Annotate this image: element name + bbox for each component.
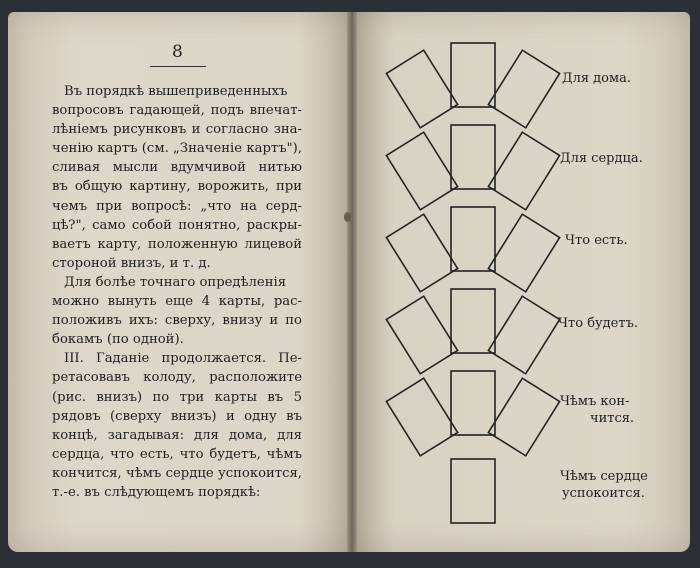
card-outline xyxy=(488,214,559,292)
card-outline xyxy=(386,132,457,210)
text-line: ченiю картъ (см. „Значенiе картъ"), xyxy=(52,141,302,157)
text-line: ретасовавъ колоду, расположите xyxy=(52,370,302,386)
row-label-outcome xyxy=(560,393,634,427)
card-outline xyxy=(386,50,457,128)
row-label-heart-rest xyxy=(560,468,648,502)
text-line: III. Гаданiе продолжается. Пе- xyxy=(64,351,302,367)
label-line: Чѣмъ сердце xyxy=(560,469,648,484)
card-outline xyxy=(451,43,495,107)
card-outline xyxy=(488,378,559,456)
text-line: концѣ, загадывая: для дома, для xyxy=(52,427,302,443)
text-line: вaетъ карту, положенную лицевой xyxy=(52,236,302,252)
label-line: чится. xyxy=(590,411,635,426)
text-line: можно вынуть еще 4 карты, рас- xyxy=(52,294,302,310)
label-line: Что будетъ. xyxy=(558,316,638,331)
label-line: успокоится. xyxy=(562,486,645,501)
card-outline xyxy=(451,125,495,189)
row-label-future xyxy=(558,315,638,332)
text-line: стороной внизъ, и т. д. xyxy=(52,255,211,271)
text-line: рядовъ (сверху внизъ) и одну въ xyxy=(52,408,302,424)
text-line: въ общую картину, ворожить, при xyxy=(52,179,302,195)
card-outline xyxy=(386,296,457,374)
card-outline xyxy=(451,207,495,271)
card-outline xyxy=(488,296,559,374)
text-line: вопросовъ гадающей, подъ впечат- xyxy=(52,103,302,119)
text-line: кончится, чѣмъ сердце успокоится, xyxy=(52,465,302,481)
label-line: Чѣмъ кон- xyxy=(560,394,630,409)
card-outline xyxy=(488,132,559,210)
text-line: (рис. внизъ) по три карты въ 5 xyxy=(52,389,302,405)
card-outline xyxy=(488,50,559,128)
text-line: лѣнiемъ рисунковъ и согласно зна- xyxy=(52,122,302,138)
card-outline xyxy=(386,378,457,456)
label-line: Для сердца. xyxy=(560,151,643,166)
text-line: Для болѣе точнаго опредѣленiя xyxy=(64,274,287,290)
row-label-present xyxy=(565,232,628,249)
text-line: цѣ?", само собой понятно, раскры- xyxy=(52,217,302,233)
final-card-outline xyxy=(451,459,495,523)
text-line: сердца, что есть, что будетъ, чѣмъ xyxy=(52,446,302,462)
text-line: положивъ ихъ: сверху, внизу и по xyxy=(52,313,302,329)
page-number: 8 xyxy=(172,42,183,62)
card-outline xyxy=(451,371,495,435)
text-line: сливая мысли вдумчивой нитью xyxy=(52,160,302,176)
text-line: т.-е. въ слѣдующемъ порядкѣ: xyxy=(52,484,261,500)
card-outline xyxy=(386,214,457,292)
text-line: чемъ при вопросѣ: „что на серд- xyxy=(52,198,302,214)
row-label-heart xyxy=(560,150,643,167)
label-line: Что есть. xyxy=(565,233,628,248)
label-line: Для дома. xyxy=(562,71,631,86)
text-line: Въ порядкѣ вышеприведенныхъ xyxy=(64,84,288,99)
text-line: бокамъ (по одной). xyxy=(52,332,184,348)
card-outline xyxy=(451,289,495,353)
row-label-home xyxy=(562,70,631,87)
